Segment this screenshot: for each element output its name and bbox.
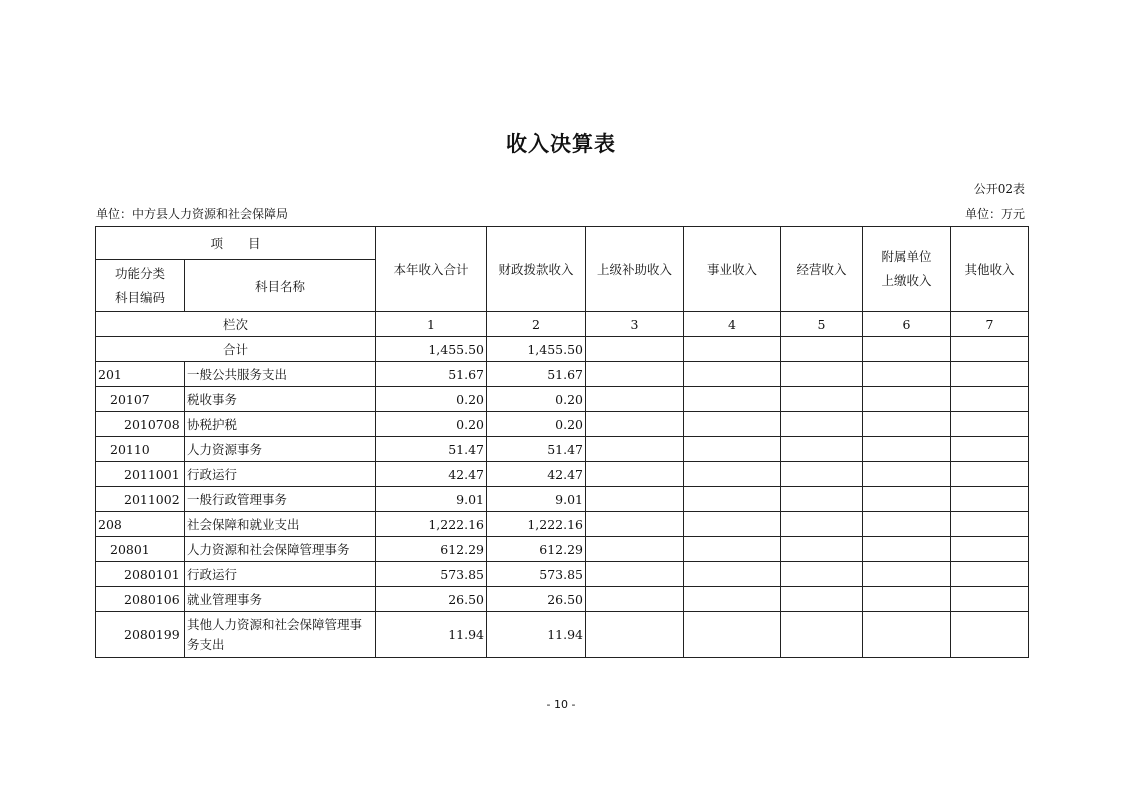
total-label: 合计 (96, 337, 376, 362)
row-total: 573.85 (376, 562, 487, 587)
row-name: 一般行政管理事务 (185, 487, 376, 512)
row-total: 26.50 (376, 587, 487, 612)
row-code: 2080101 (96, 562, 185, 587)
table-row (96, 562, 1029, 587)
col-index-row (96, 312, 1029, 337)
header-fiscal: 财政拨款收入 (487, 227, 586, 312)
table-row (96, 612, 1029, 658)
row-code: 208 (96, 512, 185, 537)
header-operating: 经营收入 (781, 227, 863, 312)
row-total: 51.67 (376, 362, 487, 387)
row-fiscal: 51.67 (487, 362, 586, 387)
row-total: 0.20 (376, 412, 487, 437)
page-number: - 10 - (546, 698, 576, 711)
col-index-6: 6 (863, 312, 951, 337)
row-code: 20107 (96, 387, 185, 412)
row-name: 社会保障和就业支出 (185, 512, 376, 537)
table-row (96, 437, 1029, 462)
table-row (96, 587, 1029, 612)
row-fiscal: 9.01 (487, 487, 586, 512)
row-fiscal: 26.50 (487, 587, 586, 612)
row-code: 2080199 (96, 612, 185, 658)
table-row (96, 412, 1029, 437)
col-index-label: 栏次 (96, 312, 376, 337)
header-subject-name: 科目名称 (185, 260, 376, 312)
header-other: 其他收入 (951, 227, 1029, 312)
header-func-code: 功能分类科目编码 (96, 260, 185, 312)
col-index-4: 4 (684, 312, 781, 337)
col-index-2: 2 (487, 312, 586, 337)
header-item: 项 目 (96, 227, 376, 260)
row-name: 人力资源事务 (185, 437, 376, 462)
row-name: 协税护税 (185, 412, 376, 437)
unit-organization: 单位：中方县人力资源和社会保障局 (96, 207, 289, 221)
table-row (96, 462, 1029, 487)
row-name: 人力资源和社会保障管理事务 (185, 537, 376, 562)
row-code: 2080106 (96, 587, 185, 612)
row-fiscal: 11.94 (487, 612, 586, 658)
col-index-7: 7 (951, 312, 1029, 337)
table-row (96, 362, 1029, 387)
row-name: 税收事务 (185, 387, 376, 412)
row-total: 51.47 (376, 437, 487, 462)
row-name: 行政运行 (185, 462, 376, 487)
row-total: 1,222.16 (376, 512, 487, 537)
total-amount: 1,455.50 (376, 337, 487, 362)
row-code: 201 (96, 362, 185, 387)
total-fiscal: 1,455.50 (487, 337, 586, 362)
row-name: 其他人力资源和社会保障管理事务支出 (185, 612, 376, 658)
header-business: 事业收入 (684, 227, 781, 312)
row-name: 行政运行 (185, 562, 376, 587)
form-number: 公开02表 (973, 182, 1025, 196)
header-superior: 上级补助收入 (586, 227, 684, 312)
col-index-1: 1 (376, 312, 487, 337)
row-fiscal: 42.47 (487, 462, 586, 487)
row-fiscal: 51.47 (487, 437, 586, 462)
row-code: 2011002 (96, 487, 185, 512)
header-total: 本年收入合计 (376, 227, 487, 312)
header-affiliated: 附属单位上缴收入 (863, 227, 951, 312)
row-total: 9.01 (376, 487, 487, 512)
table-row (96, 487, 1029, 512)
col-index-5: 5 (781, 312, 863, 337)
row-total: 612.29 (376, 537, 487, 562)
row-total: 42.47 (376, 462, 487, 487)
table-row (96, 512, 1029, 537)
row-total: 11.94 (376, 612, 487, 658)
row-code: 20801 (96, 537, 185, 562)
table-row (96, 537, 1029, 562)
row-name: 就业管理事务 (185, 587, 376, 612)
table-row (96, 387, 1029, 412)
row-total: 0.20 (376, 387, 487, 412)
income-report-table (95, 226, 1029, 658)
row-code: 2010708 (96, 412, 185, 437)
row-fiscal: 612.29 (487, 537, 586, 562)
row-code: 2011001 (96, 462, 185, 487)
row-fiscal: 0.20 (487, 412, 586, 437)
row-code: 20110 (96, 437, 185, 462)
col-index-3: 3 (586, 312, 684, 337)
row-fiscal: 573.85 (487, 562, 586, 587)
row-fiscal: 0.20 (487, 387, 586, 412)
total-row (96, 337, 1029, 362)
unit-currency: 单位：万元 (964, 207, 1025, 221)
row-fiscal: 1,222.16 (487, 512, 586, 537)
row-name: 一般公共服务支出 (185, 362, 376, 387)
page-title: 收入决算表 (506, 132, 616, 156)
